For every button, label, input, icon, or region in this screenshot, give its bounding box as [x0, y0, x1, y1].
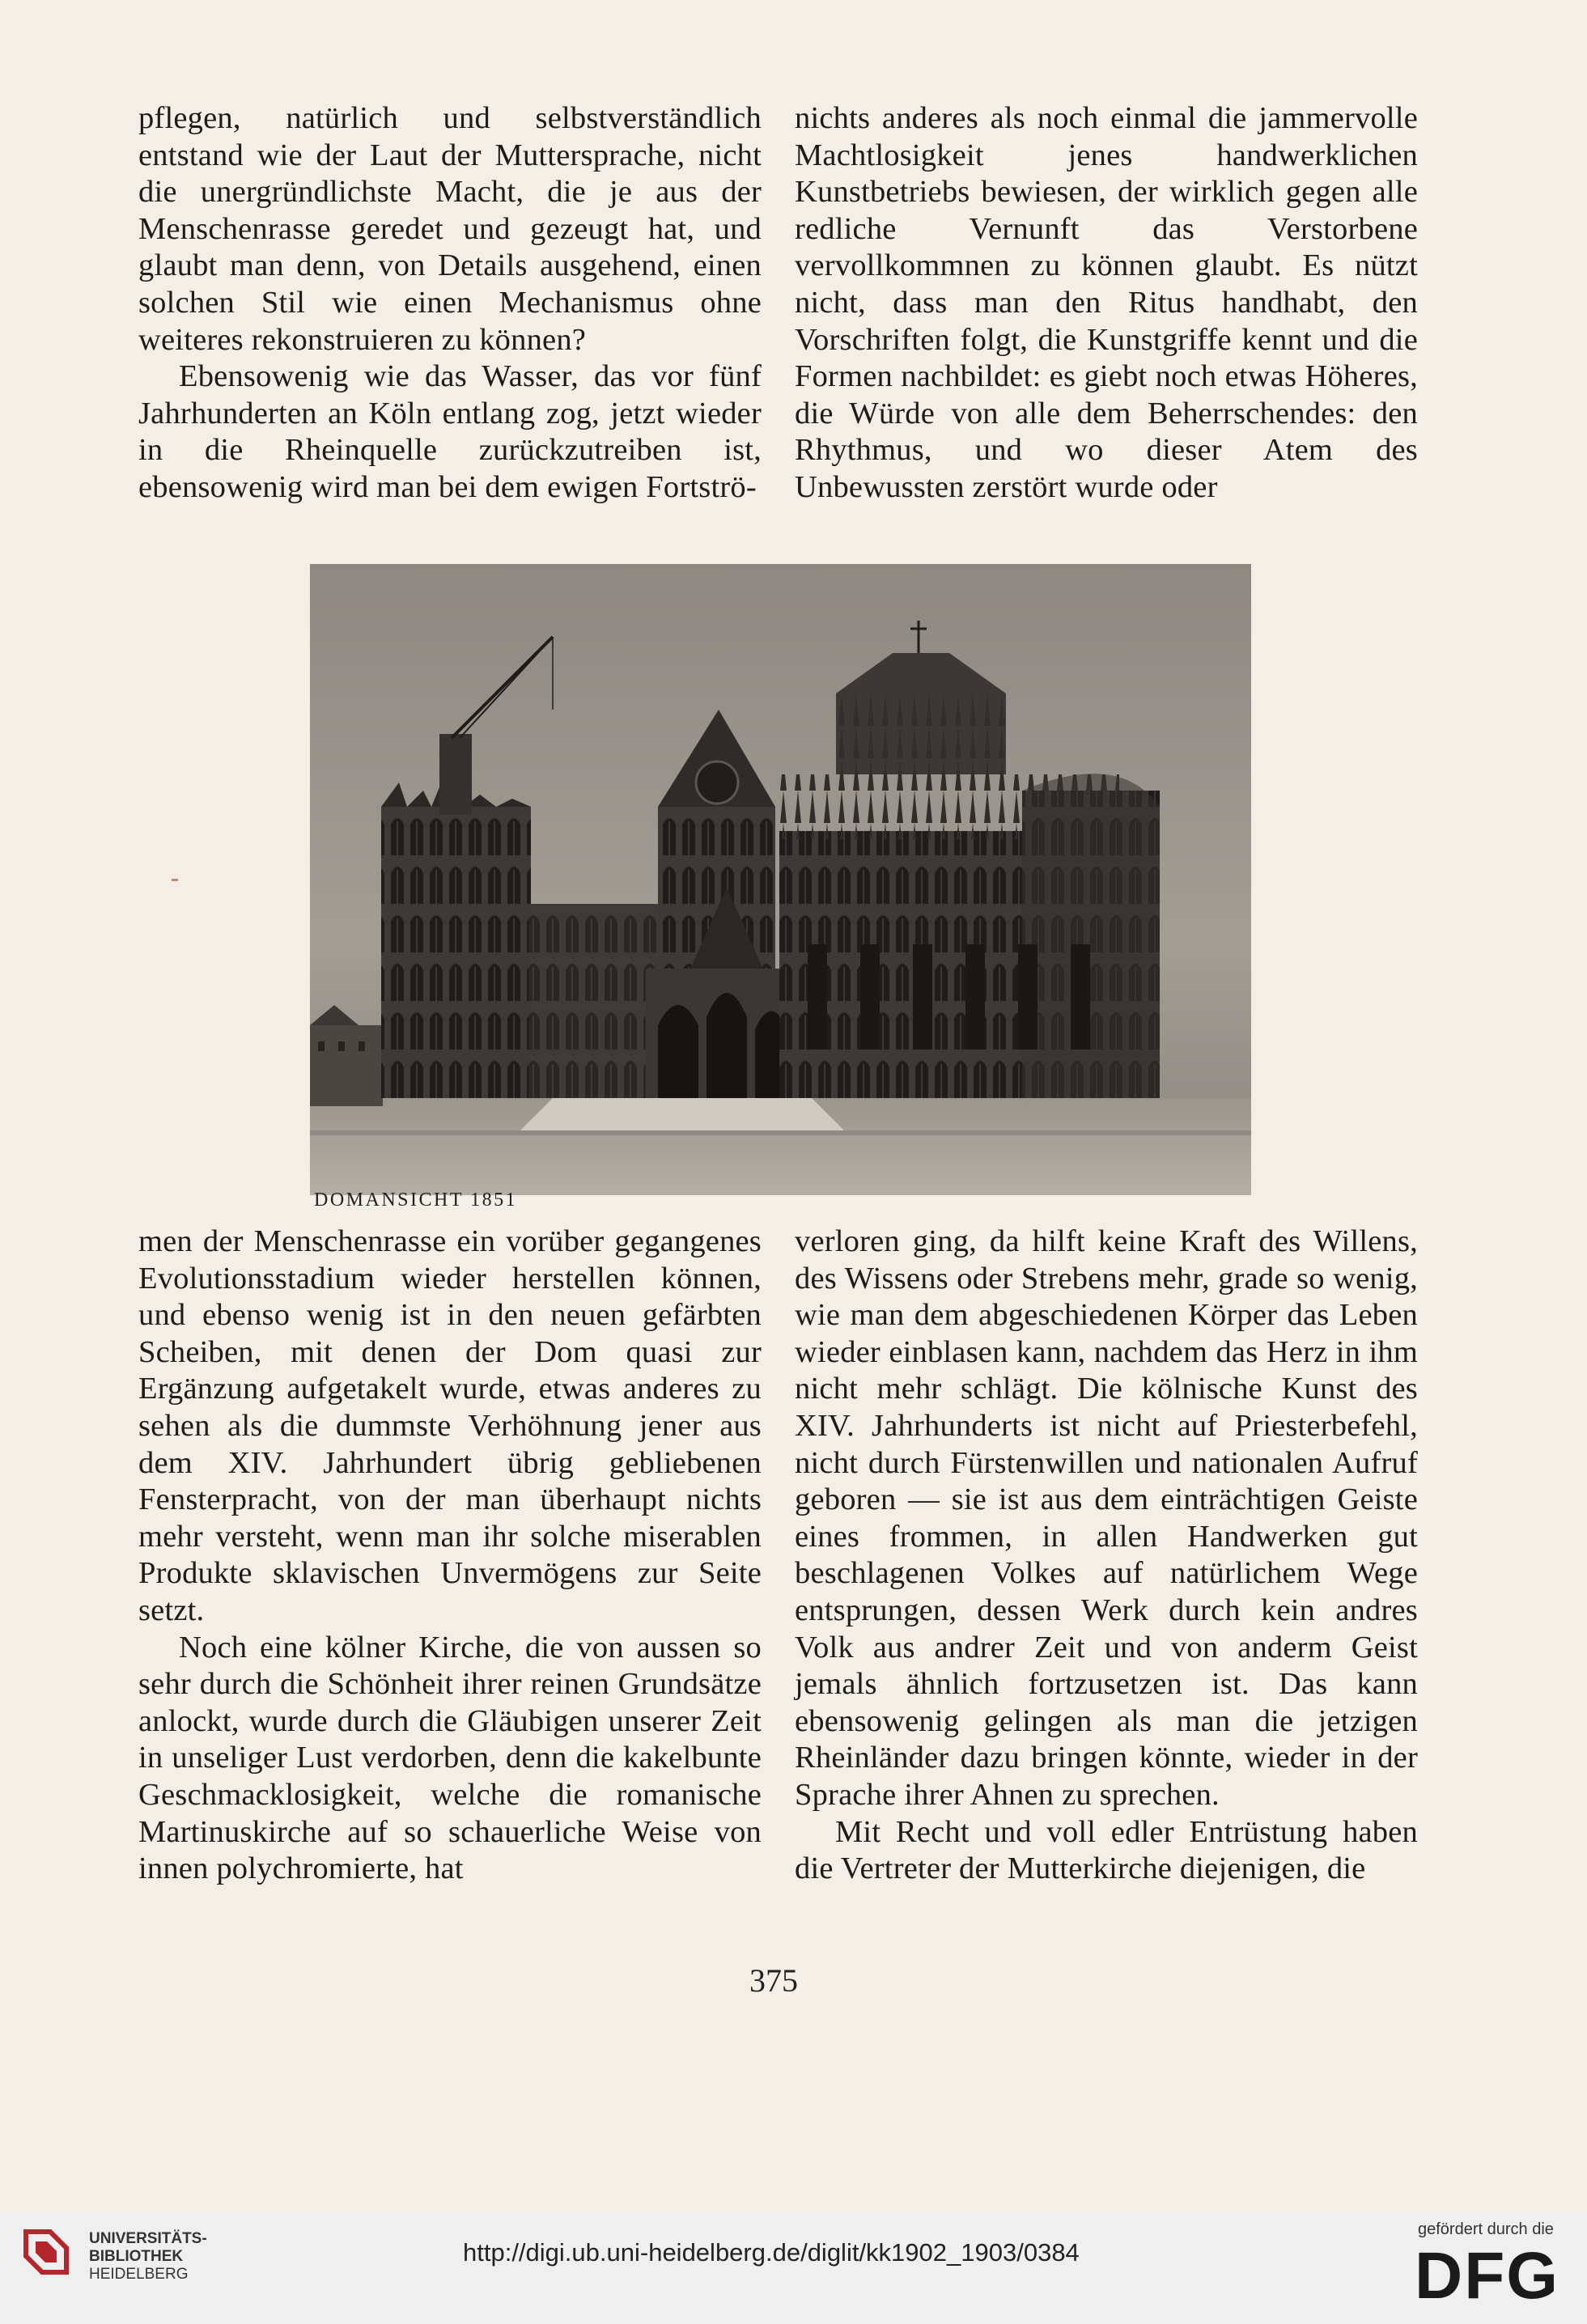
text-column-bottom-right [795, 1223, 1418, 1888]
dfg-logo: DFG [1415, 2239, 1560, 2313]
paragraph: nichts anderes als noch einmal die jammervolle Machtlosigkeit jenes handwerklichen Kunstbetriebs bewiesen, der wirklich gegen alle redliche Vernunft das Verstorbene vervollkommnen zu können glaubt. Es nützt nicht, dass man den Ritus handhabt, den Vorschriften folgt, die Kunstgriffe kennt und die Formen nachbildet: es giebt noch etwas Höheres, die Würde von alle dem Beherrschendes: den Rhythmus, und wo dieser Atem des Unbewussten zerstört wurde oder [795, 101, 1418, 504]
digitization-footer [0, 2212, 1587, 2324]
cathedral-illustration [310, 564, 1251, 1195]
text-column-top-left [138, 100, 762, 507]
margin-mark [172, 879, 178, 881]
figure-caption: DOMANSICHT 1851 [314, 1190, 518, 1211]
paragraph: Noch eine kölner Kirche, die von aussen so sehr durch die Schönheit ihrer reinen Grundsätze anlockt, wurde durch die Gläubigen unserer Zeit in unseliger Lust verdorben, denn die kakelbunte Geschmacklosigkeit, welche die romanische Martinuskirche auf so schauerliche Weise von innen polychromierte, hat [138, 1630, 762, 1886]
library-name-line: HEIDELBERG [89, 2266, 189, 2283]
library-name-line: UNIVERSITÄTS- [89, 2230, 207, 2247]
source-url-link[interactable]: http://digi.ub.uni-heidelberg.de/diglit/kk1902_1903/0384 [463, 2238, 1080, 2267]
library-name [89, 2230, 207, 2284]
paragraph: Ebensowenig wie das Wasser, das vor fünf Jahrhunderten an Köln entlang zog, jetzt wieder in die Rheinquelle zurückzutreiben ist, ebensowenig wird man bei dem ewigen Fortströ- [138, 359, 762, 504]
text-column-top-right [795, 100, 1418, 507]
paragraph: verloren ging, da hilft keine Kraft des Willens, des Wissens oder Strebens mehr, grade so wenig, wie man dem abgeschiedenen Körper das Leben wieder einblasen kann, nachdem das Herz in ihm nicht mehr schlägt. Die kölnische Kunst des XIV. Jahrhunderts ist nicht auf Priesterbefehl, nicht durch Fürstenwillen und nationalen Aufruf geboren — sie ist aus dem einträchtigen Geiste eines frommen, in allen Handwerken gut beschlagenen Volkes auf natürlichem Wege entsprungen, dessen Werk durch kein andres Volk aus andrer Zeit und von anderm Geist jemals ähnlich fortzusetzen ist. Das kann ebensowenig gelingen als man die jetzigen Rheinländer dazu bringen könnte, wieder in der Sprache ihrer Ahnen zu sprechen. [795, 1224, 1418, 1812]
university-library-logo-icon [18, 2224, 74, 2280]
paragraph: men der Menschenrasse ein vorüber gegangenes Evolutionsstadium wieder herstellen können, und ebenso wenig ist in den neuen gefärbten Scheiben, mit denen der Dom quasi zur Ergänzung aufgetakelt wurde, etwas anderes zu sehen als die dummste Verhöhnung jener aus dem XIV. Jahrhundert übrig gebliebenen Fensterpracht, von der man überhaupt nichts mehr versteht, wenn man ihr solche miserablen Produkte sklavischen Unvermögens zur Seite setzt. [138, 1224, 762, 1627]
cathedral-photograph [310, 564, 1251, 1195]
paragraph: Mit Recht und voll edler Entrüstung haben die Vertreter der Mutterkirche diejenigen, die [795, 1814, 1418, 1886]
paragraph: pflegen, natürlich und selbstverständlich entstand wie der Laut der Muttersprache, nicht die unergründlichste Macht, die je aus der Menschenrasse geredet und gezeugt hat, und glaubt man denn, von Details ausgehend, einen solchen Stil wie einen Mechanismus ohne weiteres rekonstruieren zu können? [138, 101, 762, 357]
funded-by-label: gefördert durch die [1418, 2220, 1554, 2238]
text-column-bottom-left [138, 1223, 762, 1888]
library-name-line: BIBLIOTHEK [89, 2248, 184, 2265]
page-number: 375 [749, 1962, 798, 1999]
